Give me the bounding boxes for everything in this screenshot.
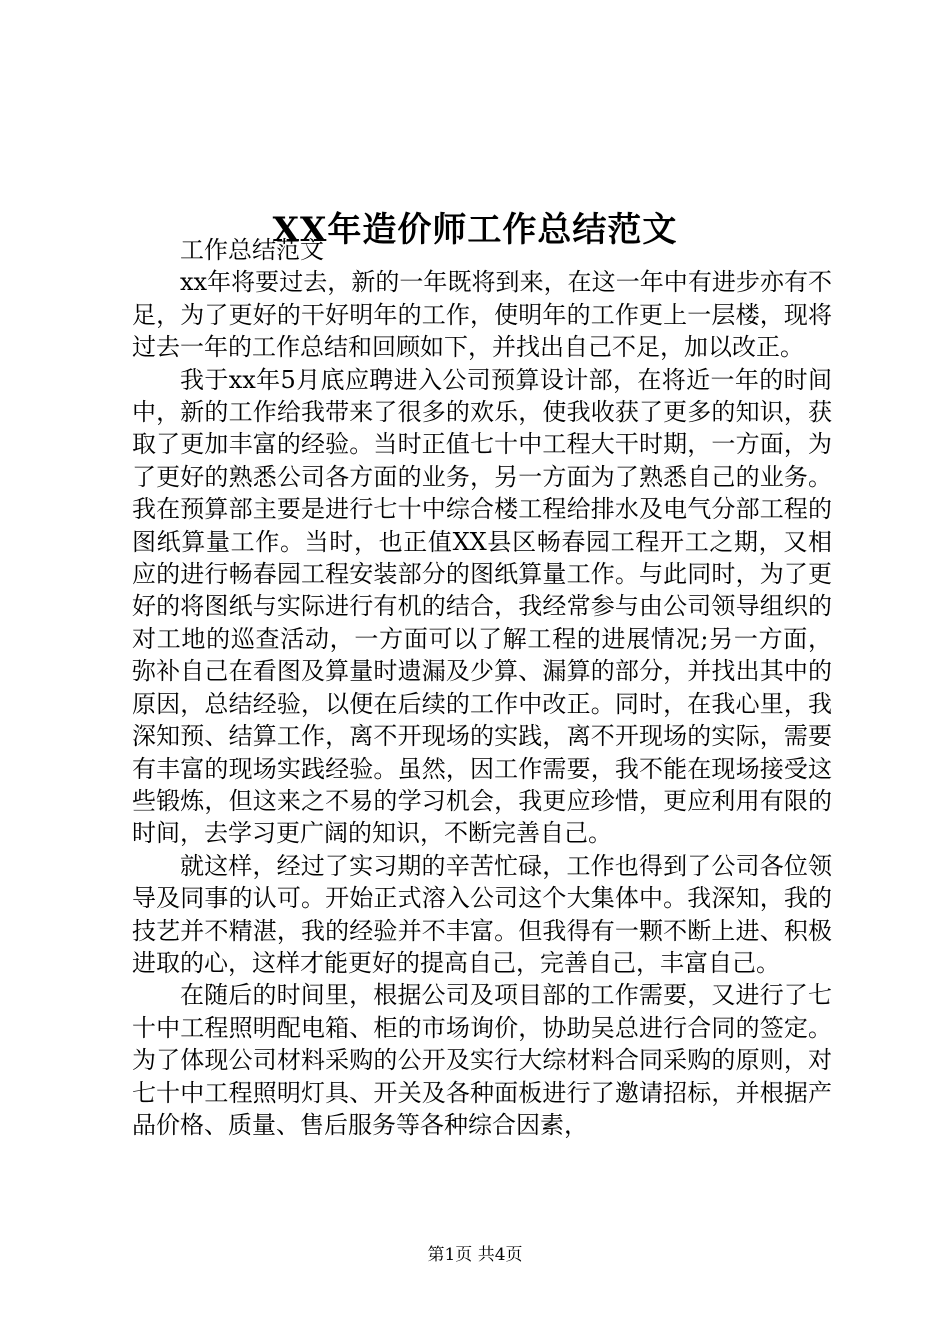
document-title: XX年造价师工作总结范文 — [272, 209, 678, 250]
page-number-footer: 第1页 共4页 — [427, 1245, 523, 1265]
paragraph-3: 就这样，经过了实习期的辛苦忙碌，工作也得到了公司各位领导及同事的认可。开始正式溶入公司这个大集体中。我深知，我的技艺并不精湛，我的经验并不丰富。但我得有一颗不断上进、积极进取的心，这样才能更好的提高自己，完善自己，丰富自己。 — [132, 851, 832, 977]
paragraph-4: 在随后的时间里，根据公司及项目部的工作需要，又进行了七十中工程照明配电箱、柜的市场询价，协助吴总进行合同的签定。为了体现公司材料采购的公开及实行大综材料合同采购的原则，对七十中工程照明灯具、开关及各种面板进行了邀请招标，并根据产品价格、质量、售后服务等各种综合因素， — [132, 981, 832, 1139]
document-subtitle: 工作总结范文 — [180, 236, 324, 264]
document-body — [132, 234, 832, 1141]
paragraph-2: 我于xx年5月底应聘进入公司预算设计部，在将近一年的时间中，新的工作给我带来了很多的欢乐，使我收获了更多的知识，获取了更加丰富的经验。当时正值七十中工程大干时期，一方面，为了更好的熟悉公司各方面的业务，另一方面为了熟悉自己的业务。我在预算部主要是进行七十中综合楼工程给排水及电气分部工程的图纸算量工作。当时，也正值XX县区畅春园工程开工之期，又相应的进行畅春园工程安装部分的图纸算量工作。与此同时，为了更好的将图纸与实际进行有机的结合，我经常参与由公司领导组织的对工地的巡查活动，一方面可以了解工程的进展情况;另一方面，弥补自己在看图及算量时遗漏及少算、漏算的部分，并找出其中的原因，总结经验，以便在后续的工作中改正。同时，在我心里，我深知预、结算工作，离不开现场的实践，离不开现场的实际，需要有丰富的现场实践经验。虽然，因工作需要，我不能在现场接受这些锻炼，但这来之不易的学习机会，我更应珍惜，更应利用有限的时间，去学习更广阔的知识，不断完善自己。 — [132, 365, 832, 848]
paragraph-1: xx年将要过去，新的一年既将到来，在这一年中有进步亦有不足，为了更好的干好明年的工作，使明年的工作更上一层楼，现将过去一年的工作总结和回顾如下，并找出自己不足，加以改正。 — [132, 268, 832, 362]
